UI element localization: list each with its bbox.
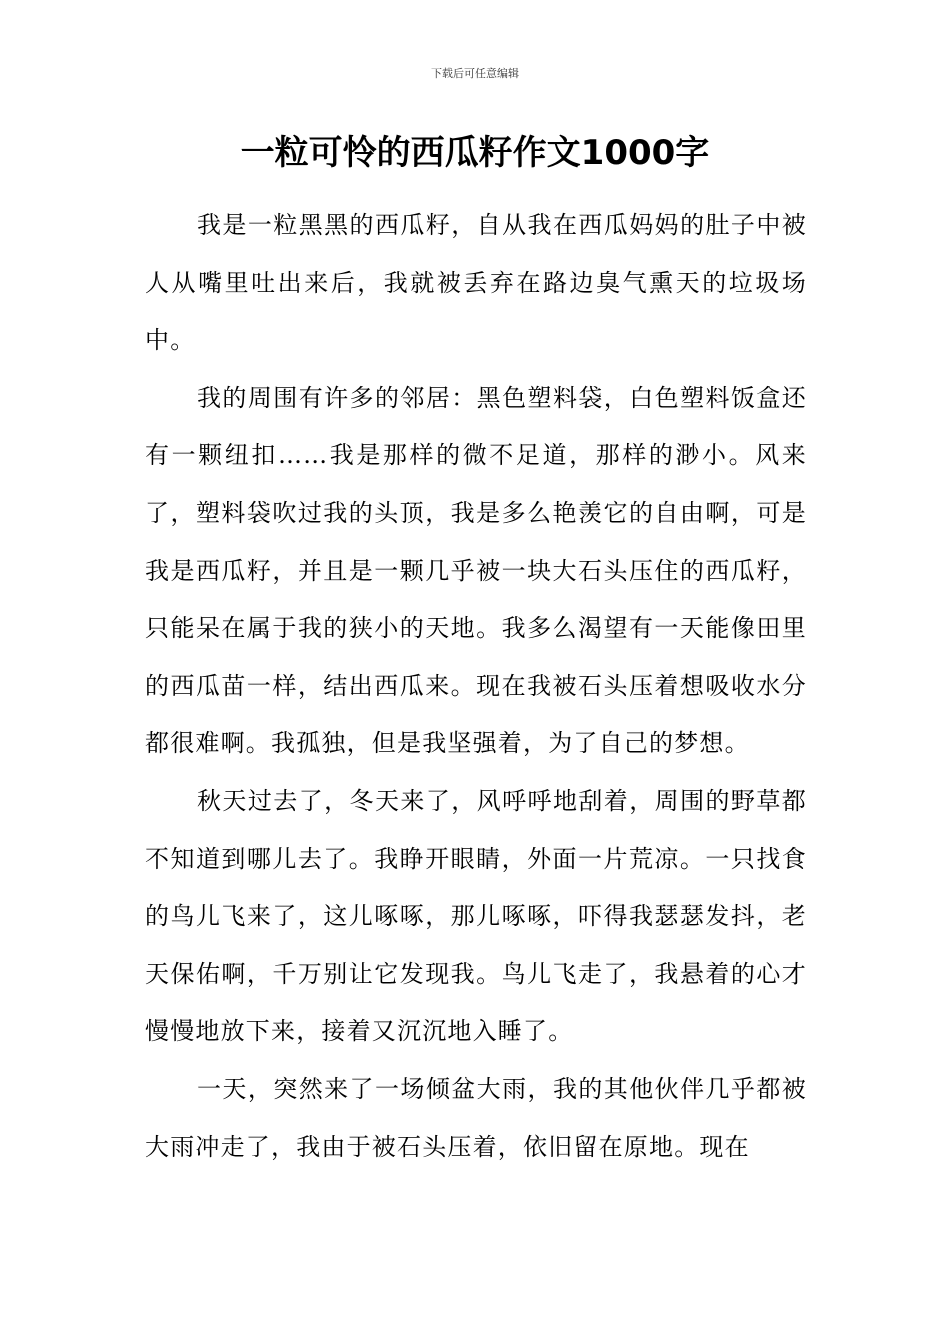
paragraph-4: 一天，突然来了一场倾盆大雨，我的其他伙伴几乎都被大雨冲走了，我由于被石头压着，依旧留在原地。现在 [145, 1074, 807, 1161]
document-body [145, 197, 807, 1176]
header-note: 下载后可任意编辑 [431, 67, 519, 80]
paragraph-1: 我是一粒黑黑的西瓜籽，自从我在西瓜妈妈的肚子中被人从嘴里吐出来后，我就被丢弃在路边臭气熏天的垃圾场中。 [145, 211, 807, 355]
document-title: 一粒可怜的西瓜籽作文1000字 [240, 133, 710, 173]
paragraph-2: 我的周围有许多的邻居：黑色塑料袋，白色塑料饭盒还有一颗纽扣……我是那样的微不足道，那样的渺小。风来了，塑料袋吹过我的头顶，我是多么艳羡它的自由啊，可是我是西瓜籽，并且是一颗几乎被一块大石头压住的西瓜籽，只能呆在属于我的狭小的天地。我多么渴望有一天能像田里的西瓜苗一样，结出西瓜来。现在我被石头压着想吸收水分都很难啊。我孤独，但是我坚强着，为了自己的梦想。 [145, 383, 807, 758]
paragraph-3: 秋天过去了，冬天来了，风呼呼地刮着，周围的野草都不知道到哪儿去了。我睁开眼睛，外面一片荒凉。一只找食的鸟儿飞来了，这儿啄啄，那儿啄啄，吓得我瑟瑟发抖，老天保佑啊，千万别让它发现我。鸟儿飞走了，我悬着的心才慢慢地放下来，接着又沉沉地入睡了。 [145, 786, 807, 1046]
